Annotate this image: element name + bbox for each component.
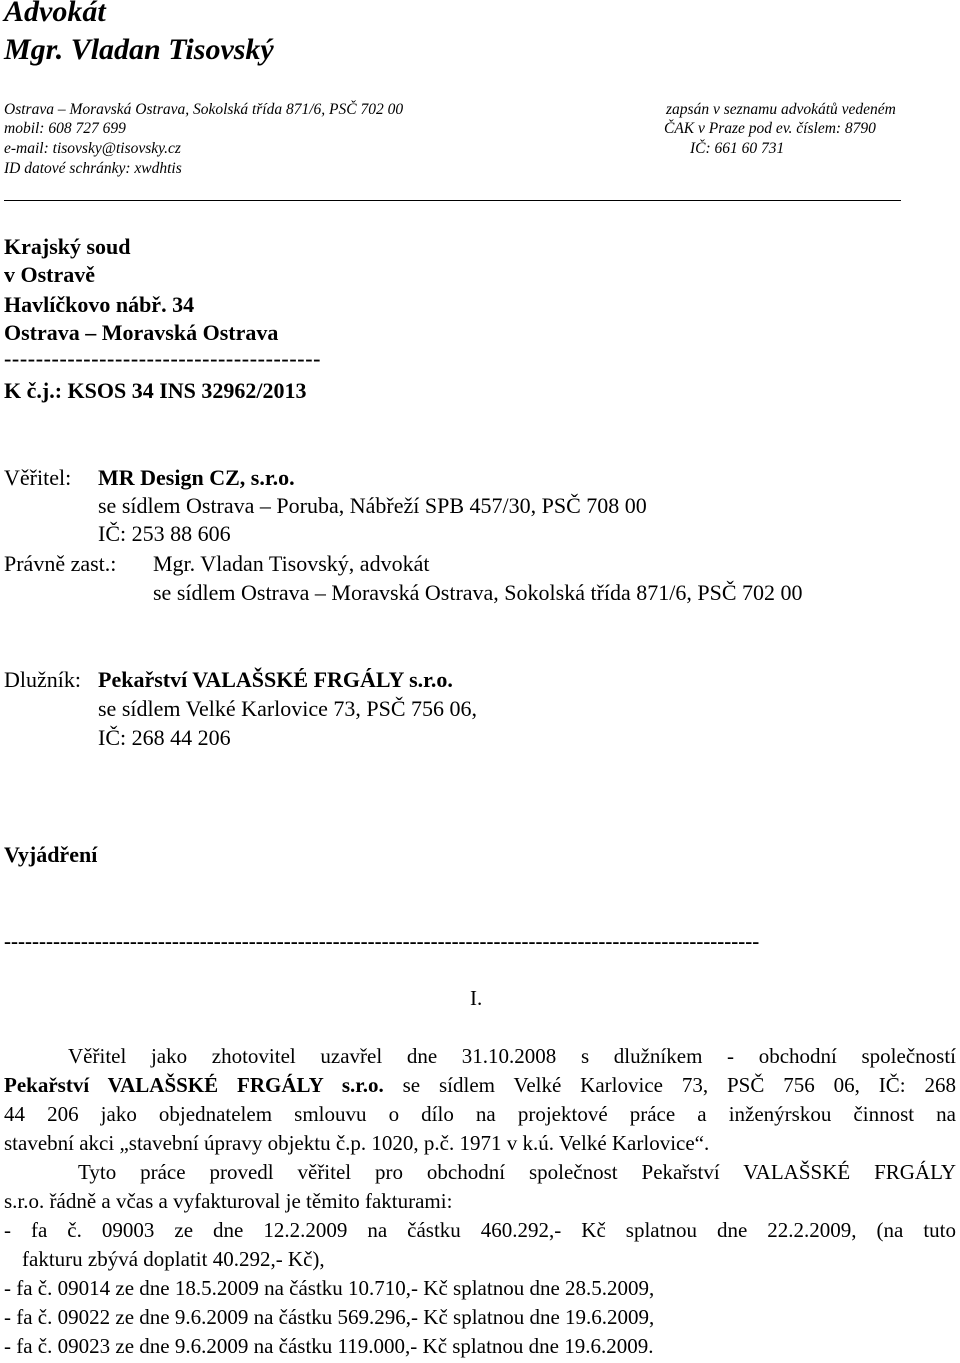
creditor-label: Věřitel: [4, 465, 72, 490]
addressee-dashes: ---------------------------------------- [4, 346, 322, 371]
header-address: Ostrava – Moravská Ostrava, Sokolská třída 871/6, PSČ 702 00 [4, 101, 404, 118]
representative-label: Právně zast.: [4, 551, 117, 576]
header-mobile: mobil: 608 727 699 [4, 120, 126, 137]
letterhead-title-line1: Advokát [4, 0, 106, 28]
court-district: Ostrava – Moravská Ostrava [4, 320, 279, 345]
paragraph1-line2 [4, 1072, 956, 1098]
court-street: Havlíčkovo nábř. 34 [4, 292, 195, 317]
court-name: Krajský soud [4, 234, 131, 259]
header-bar-registration: zapsán v seznamu advokátů vedeném [666, 101, 896, 118]
invoice-item-2: - fa č. 09014 ze dne 18.5.2009 na částku 10.710,- Kč splatnou dne 28.5.2009, [4, 1276, 655, 1300]
paragraph2-line1: Tyto práce provedl věřitel pro obchodní společnost Pekařství VALAŠSKÉ FRGÁLY [78, 1160, 956, 1184]
invoice-item-1: - fa č. 09003 ze dne 12.2.2009 na částku 460.292,- Kč splatnou dne 22.2.2009, (na tuto [4, 1218, 956, 1242]
invoice-item-3: - fa č. 09022 ze dne 9.6.2009 na částku 569.296,- Kč splatnou dne 19.6.2009, [4, 1305, 655, 1329]
header-divider [4, 200, 901, 201]
header-bar-number: ČAK v Praze pod ev. číslem: 8790 [664, 120, 876, 137]
creditor-ic: IČ: 253 88 606 [98, 521, 231, 546]
debtor-address: se sídlem Velké Karlovice 73, PSČ 756 06, [98, 696, 478, 721]
paragraph1-line1: Věřitel jako zhotovitel uzavřel dne 31.10.2008 s dlužníkem - obchodní společností [68, 1044, 956, 1068]
document-heading: Vyjádření [4, 842, 98, 867]
paragraph1-line3: 44 206 jako objednatelem smlouvu o dílo na projektové práce a inženýrskou činnost na [4, 1102, 956, 1126]
header-databox-id: ID datové schránky: xwdhtis [4, 160, 182, 177]
creditor-address: se sídlem Ostrava – Poruba, Nábřeží SPB 457/30, PSČ 708 00 [98, 493, 647, 518]
debtor-name: Pekařství VALAŠSKÉ FRGÁLY s.r.o. [98, 667, 453, 692]
representative-address: se sídlem Ostrava – Moravská Ostrava, Sokolská třída 871/6, PSČ 702 00 [153, 580, 803, 605]
paragraph2-line2: s.r.o. řádně a včas a vyfakturoval je těmito fakturami: [4, 1189, 453, 1213]
debtor-name-inline: Pekařství VALAŠSKÉ FRGÁLY s.r.o. [4, 1073, 384, 1097]
header-ic: IČ: 661 60 731 [690, 140, 785, 157]
section-number: I. [470, 986, 483, 1010]
debtor-ic: IČ: 268 44 206 [98, 725, 231, 750]
case-number: K č.j.: KSOS 34 INS 32962/2013 [4, 378, 307, 403]
letterhead-title-line2: Mgr. Vladan Tisovský [4, 33, 274, 66]
paragraph1-line4: stavební akci „stavební úpravy objektu č.p. 1020, p.č. 1971 v k.ú. Velké Karlovice“. [4, 1131, 710, 1155]
paragraph1-line2-rest: se sídlem Velké Karlovice 73, PSČ 756 06, IČ: 268 [402, 1073, 956, 1097]
representative-name: Mgr. Vladan Tisovský, advokát [153, 551, 430, 576]
invoice-item-1-note: fakturu zbývá doplatit 40.292,- Kč), [22, 1247, 325, 1271]
invoice-item-4: - fa č. 09023 ze dne 9.6.2009 na částku 119.000,- Kč splatnou dne 19.6.2009. [4, 1334, 654, 1358]
header-email: e-mail: tisovsky@tisovsky.cz [4, 140, 181, 157]
court-city: v Ostravě [4, 262, 96, 287]
section-dashes: ------------------------------------------------------------------------------------------------------------ [4, 929, 760, 953]
creditor-name: MR Design CZ, s.r.o. [98, 465, 295, 490]
debtor-label: Dlužník: [4, 667, 81, 692]
